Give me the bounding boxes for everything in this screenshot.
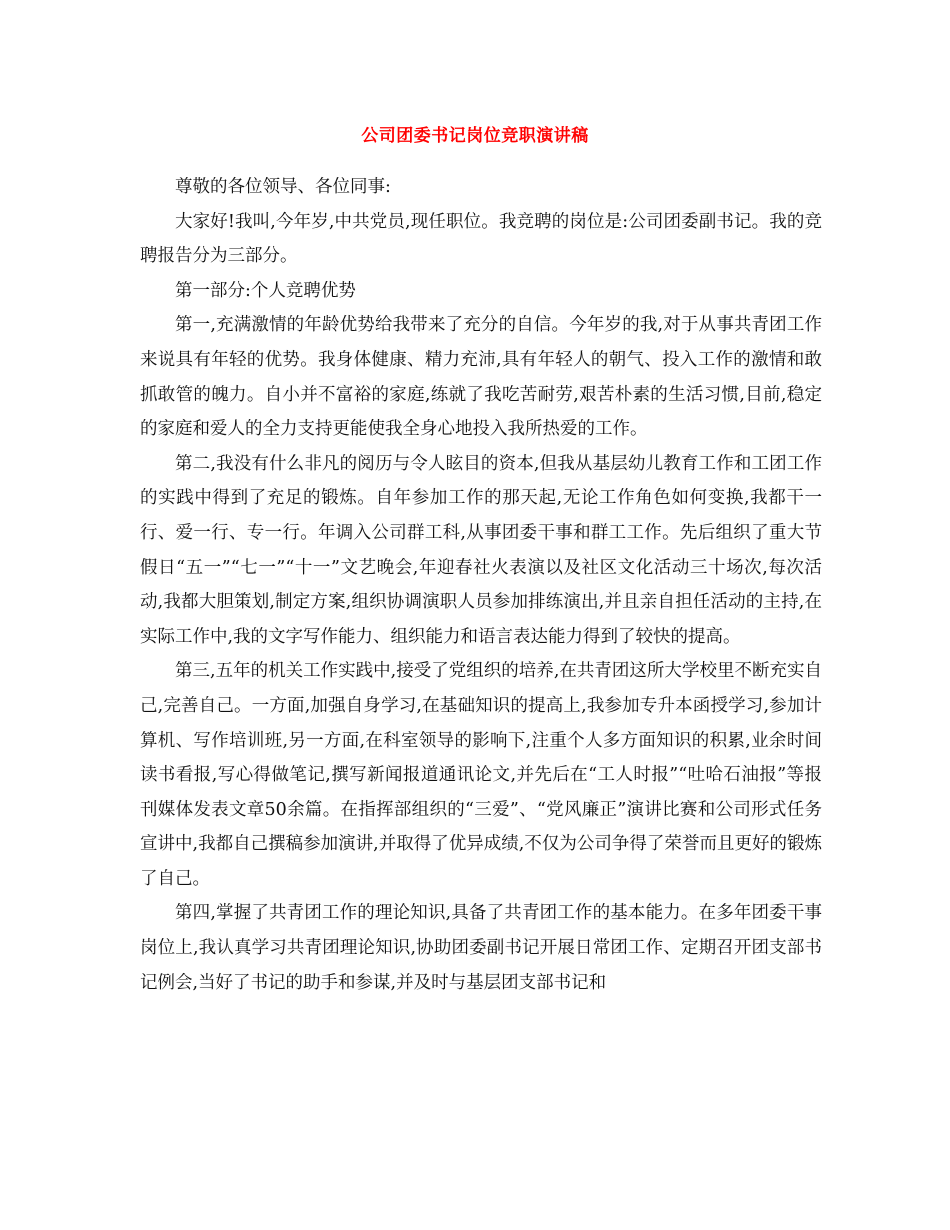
section-heading: 第一部分:个人竞聘优势: [175, 280, 356, 301]
paragraph-point-4: 第四,掌握了共青团工作的理论知识,具备了共青团工作的基本能力。在多年团委干事岗位上,我认真学习共青团理论知识,协助团委副书记开展日常团工作、定期召开团支部书记例会,当好了书记的助手和参谋,并及时与基层团支部书记和: [140, 903, 822, 993]
paragraph-salutation: 尊敬的各位领导、各位同事:: [175, 177, 391, 197]
paragraph-point-3: 第三,五年的机关工作实践中,接受了党组织的培养,在共青团这所大学校里不断充实自己,完善自己。一方面,加强自身学习,在基础知识的提高上,我参加专升本函授学习,参加计算机、写作培训班,另一方面,在科室领导的影响下,注重个人多方面知识的积累,业余时间读书看报,写心得做笔记,撰写新闻报道通讯论文,并先后在“工人时报”“吐哈石油报”等报刊媒体发表文章50余篇。在指挥部组织的“三爱”、“党风廉正”演讲比赛和公司形式任务宣讲中,我都自己撰稿参加演讲,并取得了优异成绩,不仅为公司争得了荣誉而且更好的锻炼了自己。: [140, 661, 822, 889]
paragraph-point-1: 第一,充满激情的年龄优势给我带来了充分的自信。今年岁的我,对于从事共青团工作来说具有年轻的优势。我身体健康、精力充沛,具有年轻人的朝气、投入工作的激情和敢抓敢管的魄力。自小并不富裕的家庭,练就了我吃苦耐劳,艰苦朴素的生活习惯,目前,稳定的家庭和爱人的全力支持更能使我全身心地投入我所热爱的工作。: [140, 315, 822, 440]
paragraph-intro: 大家好!我叫,今年岁,中共党员,现任职位。我竞聘的岗位是:公司团委副书记。我的竞聘报告分为三部分。: [140, 211, 822, 267]
paragraph-point-2: 第二,我没有什么非凡的阅历与令人眩目的资本,但我从基层幼儿教育工作和工团工作的实践中得到了充足的锻炼。自年参加工作的那天起,无论工作角色如何变换,我都干一行、爱一行、专一行。年调入公司群工科,从事团委干事和群工工作。先后组织了重大节假日“五一”“七一”“十一”文艺晚会,年迎春社火表演以及社区文化活动三十场次,每次活动,我都大胆策划,制定方案,组织协调演职人员参加排练演出,并且亲自担任活动的主持,在实际工作中,我的文字写作能力、组织能力和语言表达能力得到了较快的提高。: [140, 453, 822, 647]
document-title: 公司团委书记岗位竞职演讲稿: [361, 126, 589, 146]
document-body: [140, 170, 822, 1000]
